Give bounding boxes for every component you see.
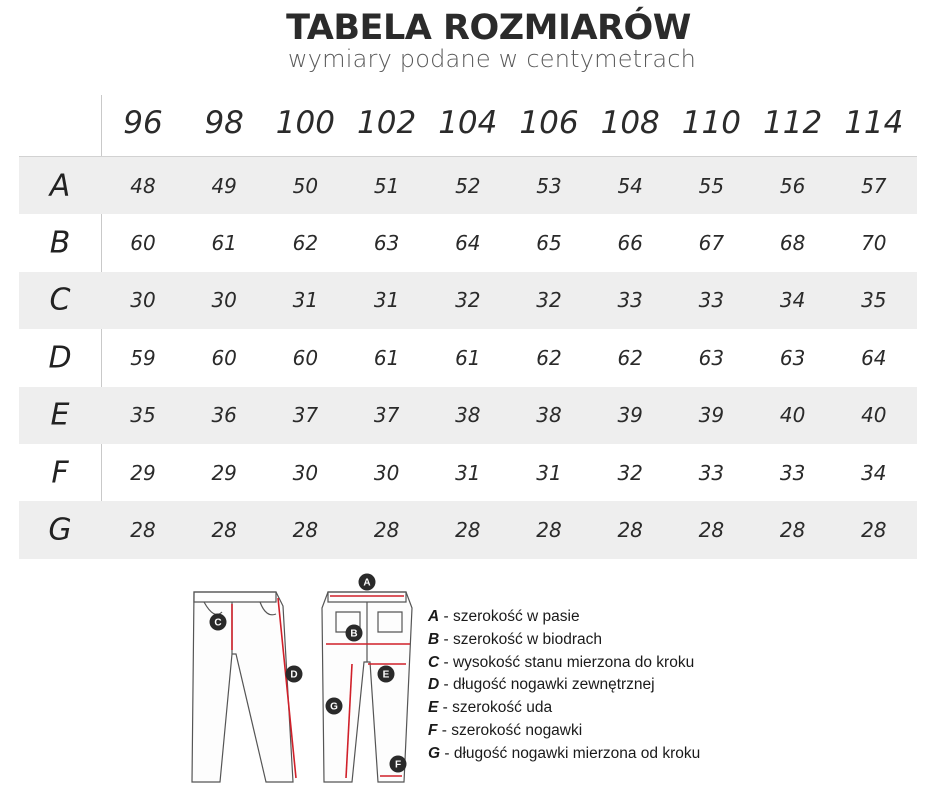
size-header-108: 108 (600, 105, 660, 141)
legend-text: - szerokość w pasie (439, 608, 580, 625)
table-row (19, 214, 917, 271)
legend-text: - długość nogawki mierzona od kroku (440, 744, 701, 762)
row-label: D (48, 340, 72, 376)
legend-key: A (428, 608, 440, 625)
table-cell: 61 (373, 345, 400, 370)
table-cell: 54 (617, 173, 643, 198)
table-cell: 40 (779, 403, 806, 428)
table-cell: 60 (130, 231, 156, 256)
legend-item (428, 629, 700, 652)
table-cell: 61 (455, 345, 481, 370)
size-header-100: 100 (275, 105, 335, 141)
table-cell: 59 (130, 345, 156, 370)
table-cell: 48 (130, 173, 156, 198)
legend-key: F (428, 721, 438, 739)
size-header-96: 96 (123, 105, 163, 141)
size-header-102: 102 (357, 105, 417, 141)
table-cell: 33 (779, 460, 806, 485)
marker-badge-b (346, 625, 363, 642)
marker-badge-c (210, 614, 227, 631)
table-cell: 67 (698, 231, 725, 256)
trousers-diagram (180, 568, 420, 788)
table-cell: 32 (455, 288, 481, 313)
size-header-104: 104 (438, 105, 498, 141)
legend-item (428, 720, 700, 743)
size-header-106: 106 (519, 105, 579, 141)
table-cell: 55 (698, 173, 725, 198)
svg-text:E: E (382, 669, 390, 681)
size-rows (19, 157, 917, 559)
table-cell: 33 (698, 460, 725, 485)
table-cell: 60 (211, 345, 237, 370)
table-cell: 31 (536, 460, 562, 485)
marker-badge-f (390, 756, 407, 773)
legend-item (428, 674, 700, 697)
table-cell: 36 (211, 403, 237, 428)
table-cell: 68 (779, 231, 806, 256)
table-cell: 35 (130, 403, 156, 428)
row-label: B (49, 225, 71, 261)
legend-item (428, 606, 700, 629)
legend-key: C (428, 653, 440, 671)
table-cell: 62 (292, 231, 319, 256)
table-cell: 32 (617, 460, 643, 485)
svg-text:G: G (330, 701, 338, 713)
legend-key: E (428, 699, 439, 717)
legend-text: - szerokość uda (438, 699, 553, 717)
table-cell: 64 (455, 231, 481, 256)
legend-item (428, 697, 700, 720)
size-table (19, 95, 917, 559)
page-subtitle: wymiary podane w centymetrach (287, 45, 697, 73)
page-title: TABELA ROZMIARÓW (286, 8, 691, 48)
table-cell: 28 (292, 518, 319, 543)
table-cell: 31 (292, 288, 319, 313)
front-trousers (192, 592, 293, 782)
marker-badge-a (359, 574, 376, 591)
table-row (19, 157, 917, 214)
table-cell: 28 (455, 518, 481, 543)
table-cell: 64 (861, 345, 887, 370)
table-cell: 38 (536, 403, 562, 428)
table-cell: 29 (130, 460, 156, 485)
table-cell: 28 (779, 518, 806, 543)
legend-key: B (428, 630, 440, 648)
table-row (19, 387, 917, 444)
table-cell: 39 (698, 403, 725, 428)
table-row (19, 501, 917, 558)
table-row (19, 329, 917, 386)
table-cell: 60 (292, 345, 319, 370)
size-header-110: 110 (681, 105, 741, 141)
size-header-98: 98 (204, 105, 244, 141)
table-cell: 37 (292, 403, 319, 428)
table-cell: 53 (536, 173, 562, 198)
table-cell: 28 (698, 518, 725, 543)
back-trousers (322, 592, 412, 782)
table-cell: 63 (373, 231, 400, 256)
table-cell: 28 (536, 518, 562, 543)
table-cell: 35 (861, 288, 887, 313)
table-cell: 34 (861, 460, 887, 485)
table-cell: 31 (455, 460, 481, 485)
table-cell: 33 (698, 288, 725, 313)
size-header-112: 112 (763, 105, 823, 141)
table-cell: 32 (536, 288, 562, 313)
table-cell: 65 (536, 231, 562, 256)
marker-badge-e (378, 666, 395, 683)
table-cell: 31 (373, 288, 400, 313)
svg-text:F: F (394, 759, 402, 771)
row-label: C (49, 282, 71, 318)
table-cell: 63 (779, 345, 806, 370)
legend-text: - szerokość nogawki (437, 721, 583, 739)
size-header-114: 114 (844, 105, 904, 141)
table-row (19, 444, 917, 501)
table-cell: 56 (779, 173, 806, 198)
table-cell: 70 (861, 231, 887, 256)
row-label: A (49, 168, 71, 204)
table-row (19, 272, 917, 329)
measurement-legend (428, 606, 700, 766)
table-cell: 62 (617, 345, 643, 370)
table-cell: 30 (211, 288, 237, 313)
legend-text: - szerokość w biodrach (439, 630, 603, 648)
table-cell: 40 (861, 403, 887, 428)
table-cell: 57 (861, 173, 887, 198)
table-cell: 29 (211, 460, 237, 485)
table-cell: 63 (698, 345, 725, 370)
table-cell: 34 (779, 288, 806, 313)
table-cell: 33 (617, 288, 643, 313)
table-cell: 49 (211, 173, 237, 198)
legend-key: G (428, 744, 441, 762)
table-cell: 38 (455, 403, 481, 428)
svg-text:A: A (363, 577, 371, 589)
size-header-row (19, 95, 917, 157)
table-cell: 51 (373, 173, 400, 198)
row-label: E (50, 397, 70, 433)
table-cell: 30 (292, 460, 319, 485)
row-label: F (51, 455, 69, 491)
row-label: G (48, 512, 72, 548)
table-cell: 61 (211, 231, 237, 256)
table-cell: 39 (617, 403, 643, 428)
table-cell: 30 (373, 460, 400, 485)
legend-item (428, 743, 700, 766)
svg-text:D: D (290, 669, 298, 681)
table-cell: 28 (861, 518, 887, 543)
marker-badge-d (286, 666, 303, 683)
marker-badge-g (326, 698, 343, 715)
table-cell: 28 (617, 518, 643, 543)
table-cell: 52 (455, 173, 481, 198)
table-cell: 28 (211, 518, 237, 543)
table-cell: 30 (130, 288, 156, 313)
table-cell: 37 (373, 403, 400, 428)
svg-text:C: C (214, 617, 222, 629)
table-cell: 50 (292, 173, 319, 198)
legend-item (428, 652, 700, 675)
legend-text: - wysokość stanu mierzona do kroku (439, 653, 695, 671)
table-cell: 28 (373, 518, 400, 543)
svg-text:B: B (350, 628, 358, 640)
table-cell: 28 (130, 518, 156, 543)
table-cell: 62 (536, 345, 562, 370)
table-cell: 66 (617, 231, 643, 256)
legend-text: - długość nogawki zewnętrznej (439, 676, 655, 694)
legend-key: D (428, 676, 440, 694)
